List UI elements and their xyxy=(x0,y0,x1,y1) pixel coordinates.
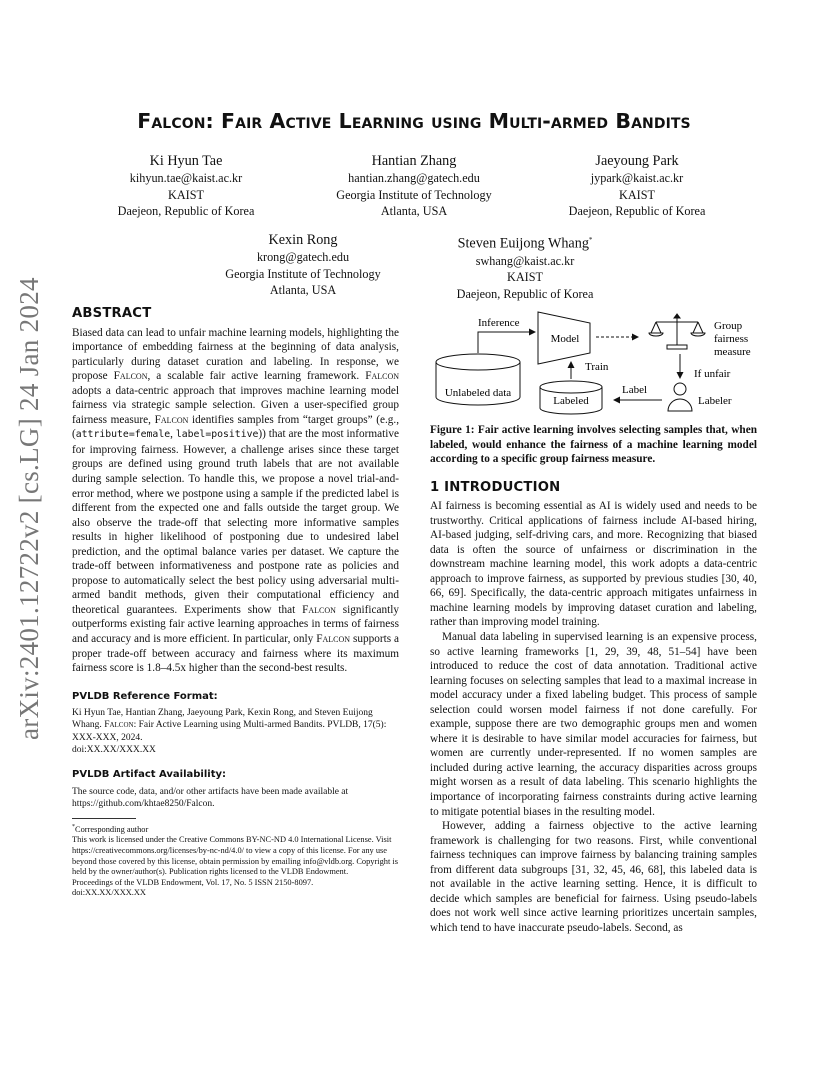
intro-paragraph-2: Manual data labeling in supervised learning is an expensive process, so active learning frameworks [1, 29, 39, 48, 51–54] have been introduced to reduce the cost of data annotation. Traditional active learning focuses on selecting samples that lead to a maximal increase in model accuracy under a fixed labeling budget. This process of sample selection could worsen model fairness if not done carefully. For example, suppose there are two demographic groups men and women where it is desirable to have similar model accuracies for fairness, but women are currently under-represented. If no women samples are included during active learning, the accuracy disparities across groups might worsen as a result of data labeling. This scenario highlights the importance of incorporating fairness constraints during active learning to mitigate potential biases in the resulting model. xyxy=(430,630,757,818)
author-affiliation: KAIST xyxy=(168,187,204,202)
author-name: Ki Hyun Tae xyxy=(149,153,223,169)
author-email: jypark@kaist.ac.kr xyxy=(590,171,684,185)
footnote-proceedings: Proceedings of the VLDB Endowment, Vol. 17, No. 5 ISSN 2150-8097. xyxy=(72,877,314,887)
introduction-heading: 1 INTRODUCTION xyxy=(430,479,561,495)
author-5 xyxy=(430,231,620,303)
scale-icon xyxy=(649,314,705,349)
artifact-text: The source code, data, and/or other artifacts have been made available at https://github.com/khtae8250/Falcon. xyxy=(72,786,349,809)
author-location: Atlanta, USA xyxy=(380,204,448,219)
author-name: Hantian Zhang xyxy=(371,153,457,169)
author-email: kihyun.tae@kaist.ac.kr xyxy=(129,171,243,185)
inference-label: Inference xyxy=(478,317,520,329)
arxiv-identifier: arXiv:2401.12722v2 [cs.LG] 24 Jan 2024 xyxy=(14,277,44,740)
author-name: Jaeyoung Park xyxy=(595,153,679,169)
author-affiliation: Georgia Institute of Technology xyxy=(336,187,492,202)
author-location: Daejeon, Republic of Korea xyxy=(117,204,255,219)
inference-arrow xyxy=(478,332,535,353)
author-4 xyxy=(203,231,403,299)
footnote-license: This work is licensed under the Creative Commons BY-NC-ND 4.0 International License. Visit https://creativecommons.org/licenses/by-nc-nd/4.0/ to view a copy of this license. For any use beyond those covered by this license, obtain permission by emailing info@vldb.org. Copyright is held by the owner/author(s). Publication rights licensed to the VLDB Endowment. xyxy=(72,835,398,877)
train-label: Train xyxy=(585,361,609,373)
labeler-icon xyxy=(668,383,692,411)
reference-doi: doi:XX.XX/XXX.XX xyxy=(72,744,156,755)
labeled-data-cylinder xyxy=(540,381,602,414)
author-location: Daejeon, Republic of Korea xyxy=(456,286,594,301)
labeler-label: Labeler xyxy=(698,395,732,407)
left-column xyxy=(72,307,399,899)
author-location: Daejeon, Republic of Korea xyxy=(568,204,706,219)
reference-format-heading: PVLDB Reference Format: xyxy=(72,690,218,702)
author-2 xyxy=(314,152,514,220)
label-arrow-text: Label xyxy=(622,384,648,396)
group-fairness-label-3: measure xyxy=(714,346,751,358)
footnote-doi: doi:XX.XX/XXX.XX xyxy=(72,888,146,898)
artifact-heading: PVLDB Artifact Availability: xyxy=(72,769,227,781)
author-3 xyxy=(549,152,725,220)
model-label: Model xyxy=(550,333,580,345)
abstract-text: Biased data can lead to unfair machine learning models, highlighting the importance of embedding fairness at the beginning of data analysis, particularly during dataset curation and labeling. In response, we propose Falcon, a scalable fair active learning framework. Falcon adopts a data-centric approach that improves machine learning model fairness via strategic sample selection. Given a user-specified group fairness measure, Falcon identifies samples from “target groups” (e.g., (attribute=female, label=positive)) that are the most informative for improving fairness. However, a challenge arises since these target groups are defined using ground truth labels that are not available during sample selection. To handle this, we propose a novel trial-and-error method, where we postpone using a sample if the predicted label is different from the expected one and falls outside the target group. We also observe the trade-off that selecting more informative samples results in higher likelihood of postponing due to undesired label prediction, and the optimal balance varies per dataset. We capture the trade-off between informativeness and postpone rate as policies and propose to automatically select the best policy using adversarial multi-armed bandit methods, given their computational efficiency and theoretical guarantees. Experiments show that Falcon significantly outperforms existing fair active learning approaches in terms of fairness and accuracy and is more efficient. In particular, only Falcon supports a proper trade-off between accuracy and fairness where its maximum fairness score is 1.8–4.5x higher than the second-best results. xyxy=(72,326,400,675)
author-affiliation: KAIST xyxy=(619,187,655,202)
unlabeled-data-cylinder xyxy=(436,354,520,405)
author-email: krong@gatech.edu xyxy=(256,250,350,264)
author-affiliation: Georgia Institute of Technology xyxy=(225,266,381,281)
unlabeled-data-label: Unlabeled data xyxy=(444,387,512,399)
paper-title: Falcon: Fair Active Learning using Multi-armed Bandits xyxy=(137,109,691,133)
group-fairness-label-2: fairness xyxy=(714,333,749,345)
footnote-corresponding: *Corresponding author xyxy=(72,823,149,834)
footnote-rule xyxy=(72,818,136,819)
author-affiliation: KAIST xyxy=(507,270,543,285)
author-location: Atlanta, USA xyxy=(269,283,337,298)
if-unfair-label: If unfair xyxy=(694,368,731,380)
author-email: swhang@kaist.ac.kr xyxy=(475,253,575,268)
figure-1-caption: Figure 1: Fair active learning involves selecting samples that, when labeled, would enhance the fairness of a machine learning model according to a specific group fairness measure. xyxy=(430,424,757,465)
author-name: Kexin Rong xyxy=(268,232,338,248)
author-email: hantian.zhang@gatech.edu xyxy=(348,171,480,185)
group-fairness-label-1: Group xyxy=(714,320,743,332)
author-name: Steven Euijong Whang* xyxy=(457,235,593,252)
intro-paragraph-1: AI fairness is becoming essential as AI is widely used and needs to be trustworthy. Critical applications of fairness include AI-based hiring, AI-based judging, self-driving cars, and more. Recognizing that biased data is often the source of unfairness or discrimination in the downstream machine learning model, this work adopts a data-centric approach to improve fairness, as supported by previous studies [30, 40, 66, 69]. Specifically, the data-centric approach mitigates unfairness in machine learning models by improving dataset curation and labeling, rather than improving model training. xyxy=(430,500,757,629)
labeled-label: Labeled xyxy=(553,395,589,407)
corresponding-marker: * xyxy=(588,236,593,244)
abstract-heading: ABSTRACT xyxy=(72,306,152,321)
reference-format-text: Ki Hyun Tae, Hantian Zhang, Jaeyoung Park, Kexin Rong, and Steven Euijong Whang. Falcon: Fair Active Learning using Multi-armed Bandits. PVLDB, 17(5): XXX-XXX, 2024. xyxy=(72,708,387,743)
figure-1-diagram xyxy=(430,305,760,417)
intro-paragraph-3: However, adding a fairness objective to the active learning framework is challenging for two reasons. First, while conventional fairness techniques can improve fairness by balancing training samples from different data subgroups [31, 32, 45, 46, 68], this labeled data is not available in the active learning setting. Hence, it is difficult to decide which samples are beneficial for fairness. Using pseudo-labels does not work well since active learning prioritizes uncertain samples, which tend to have inaccurate pseudo-labels. Second, as xyxy=(430,820,757,934)
author-1 xyxy=(98,152,274,220)
right-column xyxy=(430,423,757,935)
